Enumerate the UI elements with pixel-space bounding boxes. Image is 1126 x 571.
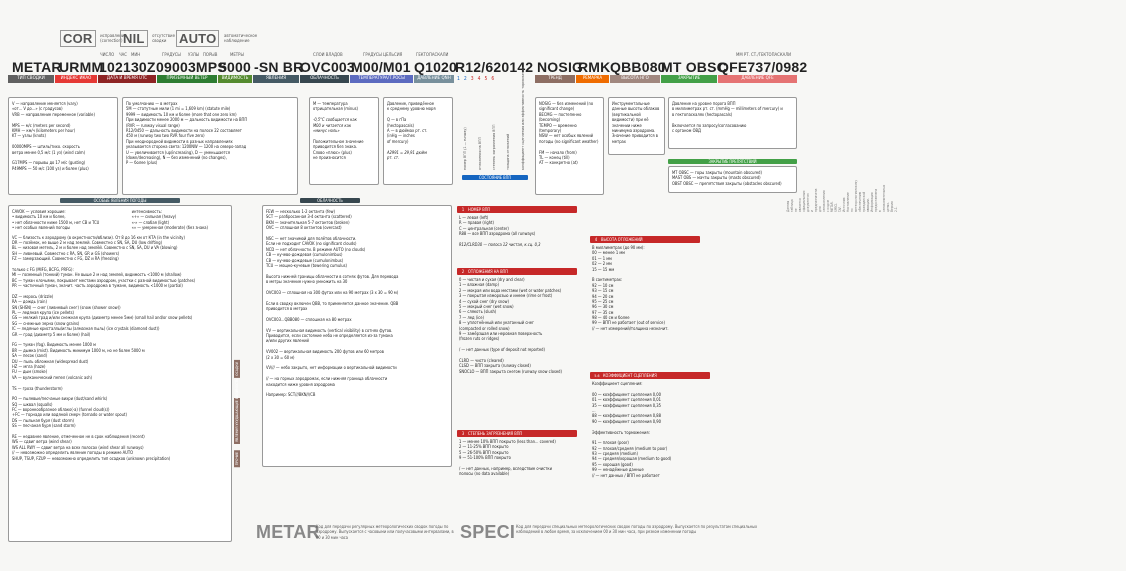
cloud-line: Если не подходит CAVOK (no significant clouds): [266, 241, 357, 247]
rw-line: / — нет данных, например, вследствие очистки: [459, 465, 552, 471]
rw-line: C — центральная (center): [459, 225, 509, 231]
temp-line: М00 и читается как: [313, 122, 352, 128]
section-type: ТИП СВОДКИ: [8, 75, 54, 83]
footer-metar: [256, 522, 461, 548]
rw-line: 9 — 51-100% ВПП покрыто: [459, 455, 511, 461]
unit-qfe: ММ РТ. СТ./ГЕКТОПАСКАЛИ: [736, 53, 792, 58]
side-label-other: ПРОЧИЕ: [235, 452, 239, 466]
runway-s1-num: 1: [461, 207, 465, 212]
rw-line: SNOCLO — ВПП закрыта снегом (runway snow closed): [459, 368, 562, 374]
code-qnh: Q1020: [414, 59, 458, 75]
rw-line: R88 — все ВПП аэродрома (all runways): [459, 231, 536, 237]
rw-line: 01 — коэффициент сцепления 0,01: [592, 397, 661, 403]
rw-line: 93 — средняя (medium): [592, 451, 638, 457]
runway-digits: [455, 75, 531, 83]
cloud-line: OVC003...QBB080 — сплошная на 80 метрах: [266, 316, 352, 322]
section-qfe: ДАВЛЕНИЕ QFE: [718, 75, 797, 83]
wind-line: P49MPS — 50 м/с (100 уз) и более (plus): [12, 165, 89, 171]
unit-day: ЧИСЛО: [100, 53, 115, 58]
wind-line: KT — узлы (knots): [12, 133, 46, 139]
cloud-line: VV002 — вертикальная видимость 200 футов или 60 метров: [266, 349, 384, 355]
special-line: только с FG (MIFG, BCFG, PRFG):: [12, 266, 74, 272]
rw-line: 99 — ненадёжные данные: [592, 467, 644, 473]
special-line: FG — туман (fog). Видимость менее 1000 м: [12, 342, 96, 348]
runway-s2-body: [457, 275, 577, 376]
runway-s5-body: [590, 379, 710, 480]
special-title: ОСОБЫЕ ЯВЛЕНИЯ ПОГОДЫ: [60, 198, 180, 203]
cavok-line: • нет облачности ниже 1500 м, нет CB и TCU: [12, 219, 100, 225]
wind-line: G17MPS — порывы до 17 м/с (gusting): [12, 160, 86, 166]
runway-s5-title: [590, 372, 710, 379]
temp-line: не произносится: [313, 154, 346, 160]
rw-line: 5 — 26-50% ВПП покрыто: [459, 449, 509, 455]
cloud-line: CB — кучево-дождевая (cumulonimbus): [266, 252, 343, 258]
qnh-line: Давление, приведённое: [387, 101, 435, 106]
qfe-line: Давление на уровне порога ВПП: [672, 101, 736, 106]
runway-s3-title: [457, 430, 577, 437]
cloud-line: SCT — разбросанная 3-4 октанта (scattered): [266, 214, 352, 220]
code-clouds: OVC003: [300, 59, 355, 75]
cloud-line: NSC — нет значимой для полётов облачности.: [266, 235, 357, 241]
vis-line: U — увеличивается (up/increasing), D — уменьшается: [126, 149, 230, 155]
rw-line: R — правая (right): [459, 220, 494, 226]
code-weather: -SN BR: [254, 59, 304, 75]
runway-s4-body: [590, 243, 700, 333]
qnh-line: A — в дюймах рт. ст.: [387, 127, 428, 133]
trend-line: TEMPO — временно (temporary): [539, 122, 577, 133]
special-side-labels: [232, 360, 246, 480]
special-lines: [12, 235, 228, 461]
qnh-line: (hectopascals): [387, 122, 414, 128]
unit-hour: ЧАС: [119, 53, 127, 58]
cloud-line: OVC003 — сплошная на 300 футах или на 90 метрах (3 х 30 = 90 м): [266, 289, 399, 295]
cloud-line: приводится в метрах: [266, 306, 308, 312]
side-label-precip: ОСАДКИ: [235, 362, 239, 376]
qnh-line: Q — в гПа: [387, 117, 407, 123]
side-note: [786, 179, 898, 540]
qnh-line: of mercury): [387, 138, 409, 144]
trend-line: FM — начало (from): [539, 149, 577, 155]
temp-line: Положительное значение: [313, 138, 364, 144]
unit-hpa: ГЕКТОПАСКАЛИ: [416, 53, 449, 58]
special-line: WS ALL RWY — сдвиг ветра на всех полосах (wind shear all runways): [12, 444, 144, 450]
temp-line: Слово «плюс» (plus): [313, 149, 352, 155]
code-runway: R12/620142: [455, 59, 534, 75]
cloud-line: (2 х 30 = 60 м): [266, 354, 295, 360]
rw-line: 2 — 11-25% ВПП покрыто: [459, 444, 509, 450]
cor-note: исправление (correction): [100, 33, 127, 44]
unit-layers: СЛОИ ВЛАДОВ: [313, 53, 343, 58]
cloud-line: FEW — несколько 1-2 октанта (few): [266, 209, 335, 214]
rw-line: 35 — коэффициент сцепления 0,35: [592, 402, 661, 408]
cloud-line: VV — вертикальная видимость (vertical visibility) в сотнях футов.: [266, 327, 393, 333]
rw-line: 96 — 30 см: [592, 304, 614, 310]
digit-5: 5: [484, 76, 492, 82]
special-line: PO — пылевые/песчаные вихри (dust/sand whirls): [12, 396, 108, 402]
runway-s1: [457, 206, 577, 249]
clouds-title: ОБЛАЧНОСТЬ: [300, 198, 360, 203]
rw-line: 2 — мокрая или вода местами (wet or water patches): [459, 287, 562, 293]
runway-s1-body: [457, 213, 577, 249]
cloud-line: TCU — мощно-кучевые (towering cumulus): [266, 262, 347, 268]
qnh-line: (inHg — inches: [387, 133, 415, 139]
qfe-line: в миллиметрах рт. ст. (mmHg — millimeters of mercury) и: [672, 106, 783, 112]
special-line: SG — снежные зерна (snow grains): [12, 320, 80, 326]
special-line: BL — низовая метель, 2 м и более над землёй. Совместно с SN, SA, DU и VA (blowing): [12, 245, 178, 251]
unit-gust: ПОРЫВ: [203, 53, 218, 58]
vis-line: указывается сторона света: 1200NW — 1200 на северо-запад: [126, 144, 247, 150]
vis-line: 9999 — видимость 10 км и более (more that one zero km): [126, 111, 237, 117]
auto-note: автоматическое наблюдение: [223, 33, 258, 44]
special-line: SN (SHSN) — снег (ливневый снег) (snow (shower snow)): [12, 304, 121, 310]
cloud-line: Например: SCT///BKN///CB: [266, 392, 316, 398]
cavok-line: • нет особых явлений погоды: [12, 225, 71, 231]
rw-line: 98 — 40 см и более: [592, 315, 630, 321]
digit-1: 1: [457, 76, 464, 82]
runway-s4-title: [590, 236, 700, 243]
rw-line: 0 — чистая и сухая (dry and clear): [459, 277, 525, 282]
rw-line: 01 — 1 мм: [592, 255, 612, 261]
closure-line: MAST OBS — мачты закрыты (masts obscured): [672, 175, 761, 181]
section-icao: ИНДЕКС ИКАО: [55, 75, 97, 83]
ngo-info-box: [608, 97, 665, 155]
digit-2: 2: [463, 76, 471, 82]
rw-line: 95 — хорошая (good): [592, 461, 633, 467]
temp-line: приводится без знака.: [313, 144, 357, 150]
unit-celsius: ГРАДУСЫ ЦЕЛЬСИЯ: [363, 53, 403, 58]
digit-3: 3: [470, 76, 478, 82]
rw-line: 1 — влажная (damp): [459, 282, 499, 288]
cloud-line: NCD — нет облачности. В режиме AUTO (no clouds): [266, 246, 366, 252]
auto-box: [176, 28, 268, 47]
rw-line: 02 — 2 мм: [592, 261, 612, 267]
footer-speci: [460, 522, 780, 548]
rw-line: ...: [592, 407, 596, 413]
rw-line: 88 — коэффициент сцепления 0,88: [592, 413, 661, 419]
trend-line: BECMG — постепенно (becoming): [539, 111, 582, 123]
temp-line: отрицательная (minus): [313, 106, 358, 112]
special-line: TS — гроза (thunderstorm): [12, 385, 63, 391]
code-metar: METAR: [12, 59, 62, 75]
runway-s1-title-text: НОМЕР ВПП: [468, 207, 491, 212]
intensity-block: [132, 209, 208, 231]
special-line: VA — вулканический пепел (volcanic ash): [12, 374, 92, 380]
qfe-line: в гектопаскалях (hectopascals): [672, 111, 733, 117]
section-remark: РЕМАРКА: [576, 75, 609, 83]
vis-line: При неоднородной видимости в разных направлениях: [126, 138, 233, 144]
runway-s4-num: 4: [594, 237, 598, 242]
rw-line: (compacted or rolled snow): [459, 325, 510, 331]
side-label-visibility: ЯВЛЕНИЯ УХУДШАЮЩИЕ ВИДИМОСТЬ: [235, 378, 239, 442]
cloud-line: Если в сводку включен QBB, то применяется данное значение. QBB: [266, 300, 399, 306]
rw-line: В сантиметрах:: [592, 277, 623, 283]
special-line: WS — сдвиг ветра (wind shear): [12, 439, 72, 445]
trend-line: TL — конец (till): [539, 154, 570, 160]
vis-line: 450 м (runway two two RVR four five zero): [126, 133, 205, 139]
intensity-line: «-» — слабая (light): [131, 219, 170, 225]
rw-line: 00 — менее 1 мм: [592, 250, 625, 256]
vis-line: 5М — статутные мили (1 mi = 1,609 km) (statute mile): [126, 106, 231, 112]
closure-info-box: [668, 166, 797, 193]
temp-info-box: [309, 97, 379, 185]
special-line: BR — дымка (mist). Видимость минимум 1000 м, но не более 5000 м: [12, 347, 145, 353]
qnh-line: A2991 = 29,91 дюйм: [387, 149, 427, 155]
unit-min: МИН: [131, 53, 141, 58]
runway-s3-num: 3: [461, 431, 465, 436]
section-temp: ТЕМПЕРАТУРА/Т.РОСЫ: [350, 75, 413, 83]
visibility-info-box: [122, 97, 298, 195]
rw-line: 5 — мокрый снег (wet snow): [459, 303, 514, 309]
qfe-line: с органом ОВД: [672, 127, 701, 133]
cavok-line: • видимость 10 км и более,: [12, 214, 66, 220]
special-line: PL — ледяная крупа (ice pellets): [12, 310, 74, 316]
vis-line: (down/decreasing), N — без изменений (no changes),: [126, 154, 227, 160]
wind-line: KMH — км/ч (kilometers per hour): [12, 127, 76, 133]
wind-line: MPS — м/с (meters per second): [12, 122, 71, 128]
section-ngo: ВЫСОТА НГО: [610, 75, 660, 83]
special-line: RE — недавнее явление, отмеченное не в срок наблюдения (recent): [12, 434, 145, 440]
qfe-line: Включается по запросу/согласованию: [672, 122, 747, 128]
intensity-line: «» — умеренная (moderate) (без знака): [131, 225, 208, 231]
runway-vlabel: номер ВПП (1 — runway): [463, 127, 468, 170]
rw-line: 8 — уплотнённый или укатанный снег: [459, 320, 534, 326]
digit-4: 4: [477, 76, 485, 82]
cloud-line: находится ниже уровня аэродрома: [266, 381, 335, 387]
cloud-line: OVC — сплошная 8 октантов (overcast): [266, 225, 342, 231]
wind-line: 00000MPS — штиль/тихо. скорость: [12, 144, 80, 150]
runway-s4: [590, 236, 700, 333]
footer-speci-text: Код для передачи специальных метеорологических сводок погоды по аэродрому. Выпускается по результатам специальных наблюдений в любое время, за исключением 00 и 30 мин часа, при резком изменении погоды: [516, 524, 758, 535]
wind-line: V — направление меняется (vary): [12, 101, 78, 106]
clouds-box: [262, 205, 452, 467]
rw-line: CLRD — чисто (cleared): [459, 357, 504, 363]
rw-line: 4 — сухой снег (dry snow): [459, 298, 509, 304]
digit-6: 6: [491, 76, 499, 82]
code-icao: URMM: [59, 59, 104, 75]
wind-line: ветра менее 0,5 м/с (1 уз) (wind calm): [12, 149, 86, 155]
special-line: // — невозможно определить явление погоды в режиме AUTO: [12, 450, 134, 456]
special-line: DR — позёмок, не выше 2 м над землей. Совместно с SN, SA, DU (low drifting): [12, 239, 163, 245]
special-line: VC — близость к аэродрому (в окрестности/вблизи). От 8 до 16 км от КТА (in the vicinity): [12, 234, 185, 240]
special-line: FZ — замерзающий. Совместно с FG, DZ и RA (freezing): [12, 256, 119, 262]
footer-speci-code: SPECI: [460, 522, 516, 542]
code-visibility: 5000: [219, 59, 251, 75]
vis-line: R12/0450 — дальность видимости на полосе 22 составляет: [126, 127, 242, 133]
runway-vlabel: отложения на ВПП: [477, 136, 482, 170]
rw-line: 92 — 10 см: [592, 282, 614, 288]
special-line: DS — пыльная буря (dust storm): [12, 417, 74, 423]
trend-info-box: [535, 97, 604, 195]
rw-line: / — нет данных (type of deposit not reported): [459, 347, 545, 353]
special-line: IC — ледяные кристаллы/иглы (алмазная пыль) (ice crystals (diamond dust)): [12, 326, 160, 332]
cloud-line: Приводится, если состояние неба не определяется из-за тумана: [266, 332, 393, 338]
special-line: SS — песчаная буря (sand storm): [12, 423, 76, 429]
cor-code: COR: [60, 30, 96, 47]
closure-title: ЗАКРЫТИЕ ПРЕПЯТСТВИЙ: [668, 159, 797, 164]
runway-s1-title: [457, 206, 577, 213]
special-line: +FC — торнадо или водяной смерч (tornado or water spout): [12, 412, 127, 418]
section-wind: ПРИЗЕМНЫЙ ВЕТЕР: [157, 75, 217, 83]
wind-line: VRB — направление переменное (variable): [12, 111, 95, 117]
special-line: HZ — мгла (haze): [12, 363, 46, 369]
rw-line: // — нет измерений/толщина незначит.: [592, 325, 669, 331]
runway-s2-title: [457, 268, 577, 275]
section-qnh: ДАВЛЕНИЕ QNH: [414, 75, 454, 83]
footer-metar-code: METAR: [256, 522, 320, 542]
runway-s3-body: [457, 437, 577, 479]
special-line: MI — поземный (тонкий) туман. Не выше 2 м над землей, видимость <1000 м (shallow): [12, 272, 182, 278]
special-line: RA — дождь (rain): [12, 299, 47, 305]
trend-line: NOSIG — без изменений (no significant change): [539, 101, 594, 112]
runway-s5-title-text: КОЭФФИЦИЕНТ СЦЕПЛЕНИЯ: [603, 373, 657, 378]
code-qbb: QBB080: [610, 59, 666, 75]
cloud-line: VV/// — небо закрыто, нет информации о вертикальной видимости: [266, 365, 397, 371]
runway-s4-title-text: ВЫСОТА ОТЛОЖЕНИЙ: [601, 237, 643, 242]
ngo-text: Инструментальные данные высоты облаков (вертикальной видимости) при её значении ниже минимума аэродрома. Значение приводится в метрах: [612, 101, 660, 144]
rw-line: 99 — ВПП не работает (out of service): [592, 320, 665, 326]
runway-vlabel: степень загрязнения ВПП: [491, 124, 496, 170]
special-line: GS — мелкий град и/или снежная крупа (диаметр менее 5мм) (small hail and/or snow pellets): [12, 315, 193, 321]
auto-code: AUTO: [176, 30, 219, 47]
side-note-text: Данная таблица не является официальным документом и предназначена для ознакомления с кодом METAR. SPECI. TAF. Источник: Наставление по метеорологическому обеспечению гражданской авиации. Информация предоставлена в ознакомительных целях. Версия 2.1.: [786, 179, 898, 212]
code-datetime: 102130Z: [99, 59, 156, 75]
wind-info-box: [8, 97, 118, 195]
rw-line: 94 — 20 см: [592, 293, 614, 299]
rw-line: 95 — 25 см: [592, 298, 614, 304]
intensity-line: «+» — сильная (heavy): [131, 214, 177, 220]
rw-line: 91 — плохая (poor): [592, 440, 629, 446]
runway-s2: [457, 268, 577, 376]
rw-line: // — нет данных / ВПП не работает: [592, 472, 660, 478]
rw-line: 15 — 15 мм: [592, 266, 615, 272]
vis-line: По умолчанию — в метрах: [126, 101, 178, 106]
section-closure: ЗАКРЫТИЕ: [661, 75, 717, 83]
cloud-line: и/или других явлений: [266, 338, 309, 344]
rw-line: (frozen ruts or ridges): [459, 336, 500, 342]
vis-line: При видимости менее 2000 м — дальность видимости на ВПП: [126, 117, 248, 123]
special-line: FC — воронкообразное облако(-а) (funnel cloud(s)): [12, 407, 110, 413]
special-line: SA — песок (sand): [12, 353, 48, 359]
vis-line: P — более (plus): [126, 160, 158, 166]
code-trend: NOSIG: [537, 59, 584, 75]
temp-line: «минус ноль»: [313, 127, 340, 133]
rw-line: В миллиметрах (до 90 мм):: [592, 245, 645, 250]
qfe-info-box: [668, 97, 797, 149]
cavok-row: [12, 209, 228, 231]
code-temp: M00/M01: [351, 59, 411, 75]
nil-note: отсутствие сводки: [152, 33, 175, 44]
runway-s5-num: 5-6: [594, 374, 600, 378]
special-line: BC — туман клочьями, покрывает местами аэродром, участки с разной видимостью (patches): [12, 277, 196, 283]
code-obsc: MT OBSC: [661, 59, 727, 75]
rw-line: 3 — покрытая изморозью и инеем (rime or frost): [459, 293, 553, 299]
code-remark: RMK: [578, 59, 611, 75]
closure-line: MT OBSC — горы закрыты (mountain obscured): [672, 170, 762, 175]
section-weather: ЯВЛЕНИЯ: [253, 75, 299, 83]
rw-line: 97 — 35 см: [592, 309, 614, 315]
rw-line: 7 — лед (ice): [459, 314, 484, 320]
unit-deg: ГРАДУСЫ: [162, 53, 181, 58]
qnh-info-box: [383, 97, 453, 185]
rw-line: полосы (no data available): [459, 471, 510, 477]
vis-line: (RVR — runway visual range): [126, 122, 180, 128]
special-line: SQ — шквал (squalls): [12, 401, 53, 407]
cloud-line: Высота нижней границы облачности в сотнях футов. Для перевода: [266, 273, 399, 279]
rw-line: 92 — плохая/средняя (medium to poor): [592, 445, 668, 451]
cloud-line: BKN — значительная 5-7 октантов (broken): [266, 219, 350, 225]
cavok-block: [12, 209, 99, 231]
code-wind: 09003MPS: [156, 59, 227, 75]
cloud-lines: [266, 209, 448, 398]
unit-meters: МЕТРЫ: [230, 53, 244, 58]
special-line: DZ — морось (drizzle): [12, 293, 54, 299]
runway-vlabel: толщина отложений: [506, 133, 511, 170]
rw-line: Коэффициент сцепления:: [592, 381, 643, 386]
rw-line: L — левая (left): [459, 215, 489, 220]
runway-s2-title-text: ОТЛОЖЕНИЯ НА ВПП: [468, 269, 508, 274]
nil-box: [120, 28, 182, 47]
trend-line: NSW — нет особых явлений погоды (no significant weather): [539, 133, 599, 144]
rw-line: 90 — коэффициент сцепления 0,90: [592, 418, 661, 424]
wind-line: «от... V до...» (с градусов): [12, 106, 63, 112]
runway-s5: [590, 372, 710, 480]
special-line: SH — ливневый. Совместно с RA, SN, GR и GS (showers): [12, 250, 120, 256]
special-line: PR — частичный туман, значит. часть аэродрома в тумане, видимость <1000 м (partial): [12, 283, 183, 289]
rw-line: 00 — коэффициент сцепления 0,00: [592, 391, 661, 397]
special-line: DU — пыль обложная (widespread dust): [12, 358, 89, 364]
section-trend: ТРЕНД: [535, 75, 575, 83]
section-datetime: ДАТА И ВРЕМЯ UTC: [98, 75, 156, 83]
rw-line: Эффективность торможения:: [592, 429, 650, 435]
temp-line: M — температура: [313, 101, 348, 106]
runway-vlabel: коэффициент сцепления или эффективность торможения: [520, 66, 525, 170]
cloud-line: // — на горных аэродромах, если нижняя граница облачности: [266, 376, 388, 382]
rw-line: 94 — средняя/хорошая (medium to good): [592, 456, 672, 462]
qnh-line: рт. ст.: [387, 154, 400, 160]
unit-knots: УЗЛЫ: [188, 53, 200, 58]
footer-metar-text: Код для передачи регулярных метеорологических сводок погоды по аэродрому. Выпускается с часовыми или получасовыми интервалами, в 00 и 30 мин часа: [316, 524, 454, 540]
cloud-line: CB — кучево-дождевые (cumulonimbus): [266, 257, 344, 263]
rw-line: 1 — менее 10% ВПП покрыто (less than... covered): [459, 439, 556, 444]
cavok-line: CAVOK — условия хорошие:: [12, 209, 66, 214]
qnh-line: к среднему уровню моря: [387, 106, 436, 112]
code-qfe: QFE737/0982: [718, 59, 808, 75]
runway-s3: [457, 430, 577, 479]
nil-code: NIL: [120, 30, 148, 47]
rw-line: CLSD — ВПП закрыта (runway closed): [459, 363, 531, 369]
special-box: [8, 205, 232, 542]
temp-line: -0,5°С сообщается как: [313, 117, 357, 123]
runway-state-title: СОСТОЯНИЕ ВПП: [462, 175, 528, 180]
runway-s3-title-text: СТЕПЕНЬ ЗАГРЯЗНЕНИЯ ВПП: [468, 431, 523, 436]
section-visibility: ВИДИМОСТЬ: [218, 75, 252, 83]
rw-line: 9 — замёрзшая или неровная поверхность: [459, 330, 543, 336]
cloud-line: в метры значение нужно умножить на 30: [266, 279, 348, 285]
trend-line: AT — конкретно (at): [539, 160, 578, 166]
special-line: FU — дым (smoke): [12, 369, 48, 375]
closure-line: OBST OBSC — препятствия закрыты (obstacles obscured): [672, 180, 782, 186]
rw-line: 6 — слякоть (slush): [459, 309, 497, 315]
rw-line: 93 — 15 см: [592, 288, 614, 294]
runway-s2-num: 2: [461, 269, 465, 274]
special-line: SHUP, TSUP, FZUP — невозможно определить тип осадков (unknown precipitation): [12, 455, 171, 461]
intensity-line: интенсивность:: [131, 209, 163, 214]
special-line: GR — град (диаметр 5 мм и более) (hail): [12, 331, 91, 337]
rw-line: R12/CLRD30 — полоса 12 чистая, к.сц. 0,3: [459, 241, 541, 247]
section-clouds: ОБЛАЧНОСТЬ: [300, 75, 349, 83]
